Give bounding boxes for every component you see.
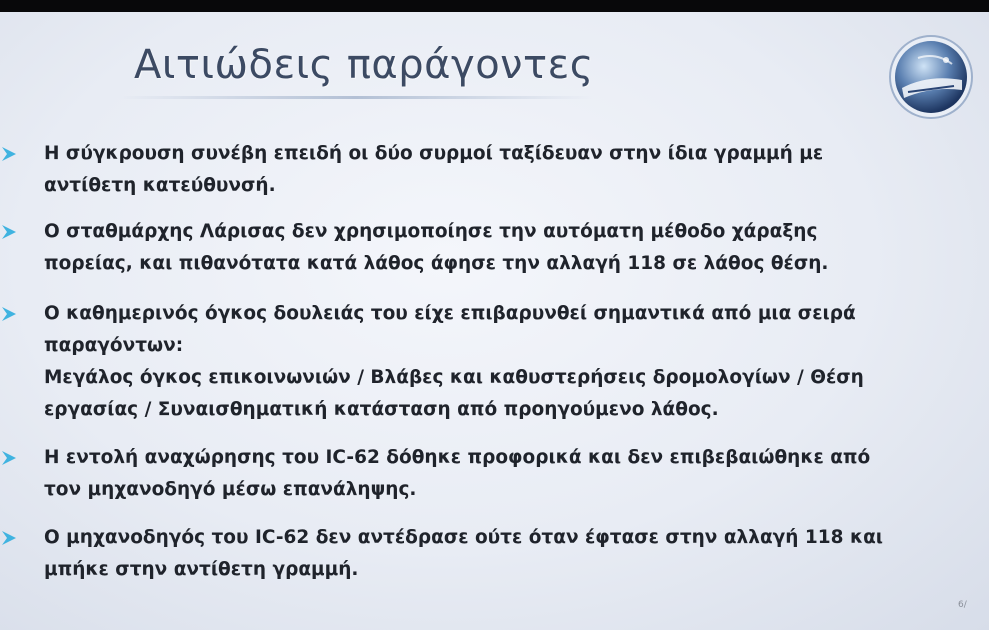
bullet-line: Η σύγκρουση συνέβη επειδή οι δύο συρμοί ταξίδευαν στην ίδια γραμμή με bbox=[44, 143, 824, 164]
bullet-line: μπήκε στην αντίθετη γραμμή. bbox=[44, 559, 359, 580]
bullet-line: Ο σταθμάρχης Λάρισας δεν χρησιμοποίησε την αυτόματη μέθοδο χάραξης bbox=[44, 221, 818, 242]
bullet-line: πορείας, και πιθανότατα κατά λάθος άφησε την αλλαγή 118 σε λάθος θέση. bbox=[44, 253, 829, 274]
bullet-text bbox=[44, 216, 896, 280]
bullet-arrow-icon bbox=[0, 449, 18, 467]
bullet-text bbox=[44, 138, 896, 202]
bullet-arrow-icon bbox=[0, 223, 18, 241]
page-number: 6/ bbox=[958, 600, 967, 610]
bullet-arrow-icon bbox=[0, 529, 18, 547]
bullet-line: εργασίας / Συναισθηματική κατάσταση από προηγούμενο λάθος. bbox=[44, 399, 719, 420]
bullet-arrow-icon bbox=[0, 305, 18, 323]
bullet-line: Ο μηχανοδηγός του IC-62 δεν αντέδρασε ούτε όταν έφτασε στην αλλαγή 118 και bbox=[44, 527, 884, 548]
bullet-line: Μεγάλος όγκος επικοινωνιών / Βλάβες και καθυστερήσεις δρομολογίων / Θέση bbox=[44, 367, 864, 388]
title-underline bbox=[118, 96, 593, 99]
bullet-text bbox=[44, 298, 896, 426]
slide-title: Αιτιώδεις παράγοντες bbox=[134, 42, 594, 88]
bullet-line: Η εντολή αναχώρησης του IC-62 δόθηκε προφορικά και δεν επιβεβαιώθηκε από bbox=[44, 447, 871, 468]
bullet-text bbox=[44, 442, 896, 506]
bullet-text bbox=[44, 522, 896, 586]
bullet-arrow-icon bbox=[0, 145, 18, 163]
bullet-line: τον μηχανοδηγό μέσω επανάληψης. bbox=[44, 479, 417, 500]
presentation-slide bbox=[0, 12, 989, 630]
bullet-line: παραγόντων: bbox=[44, 335, 184, 356]
bullet-line: Ο καθημερινός όγκος δουλειάς του είχε επιβαρυνθεί σημαντικά από μια σειρά bbox=[44, 303, 856, 324]
globe-train-logo-icon bbox=[888, 34, 974, 120]
bullet-line: αντίθετη κατεύθυνσή. bbox=[44, 175, 276, 196]
projector-top-bar bbox=[0, 0, 989, 12]
